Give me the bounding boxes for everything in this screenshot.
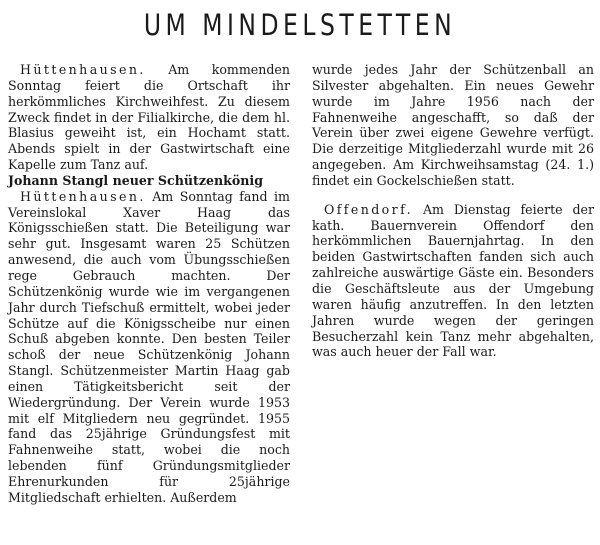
place-name: Offendorf. [324, 201, 414, 217]
article-schuetzenkoenig-continued: wurde jedes Jahr der Schützenball an Silvester abgehalten. Ein neues Gewehr wurde im Jahre 1956 nach der Fahnenweihe angeschafft, so daß der Verein über zwei eigene Gewehre verfügt. Die derzeitige Mitgliederzahl wurde mit 26 angegeben. Am Kirchweihsamstag (24. 1.) findet ein Gockelschießen statt. [312, 62, 594, 188]
article-text: Am Dienstag feierte der kath. Bauernverein Offendorf den herkömmlichen Bauernjahrtag. In den beiden Gastwirtschaften fanden sich auch zahlreiche auswärtige Gäste ein. Besonders die Geschäftsleute aus der Umgebung waren häufig anzutreffen. In den letzten Jahren wurde wegen der geringen Besucherzahl kein Tanz mehr abgehalten, was auch heuer der Fall war. [312, 201, 594, 360]
article-hoechst-kirchweih [8, 62, 290, 173]
place-name: Hüttenhausen. [20, 62, 146, 77]
place-name: Hüttenhausen. [20, 188, 146, 204]
subheading: Johann Stangl neuer Schützenkönig [8, 172, 264, 188]
headline: UM MINDELSTETTEN [143, 8, 457, 42]
article-text: Am Sonntag fand im Vereinslokal Xaver Haag das Königsschießen statt. Die Beteiligung war sehr gut. Insgesamt waren 25 Schützen anwesend, die auch vom Übungsschießen rege Gebrauch machten. Der Schützenkönig wurde wie im vergangenen Jahr durch Tiefschuß ermittelt, wobei jeder Schütze auf die Königsscheibe nur einen Schuß abgeben konnte. Den besten Teiler schoß der neue Schützenkönig Johann Stangl. Schützenmeister Martin Haag gab einen Tätigkeitsbericht seit der Wiedergründung. Der Verein wurde 1953 mit elf Mitgliedern neu gegründet. 1955 fand das 25jährige Gründungsfest mit Fahnenweihe statt, wobei die noch lebenden fünf Gründungsmitglieder Ehrenurkunden für 25jährige Mitgliedschaft erhielten. Außerdem [8, 188, 290, 505]
article-schuetzenkoenig [8, 189, 290, 506]
article-text: Am kommenden Sonntag feiert die Ortschaft ihr herkömmliches Kirchweihfest. Zu diesem Zweck findet in der Filialkirche, die dem hl. Blasius geweiht ist, ein Hochamt statt. Abends spielt in der Gastwirtschaft eine Kapelle zum Tanz auf. [8, 62, 290, 173]
article-offendorf [312, 202, 594, 360]
paragraph-gap [312, 189, 594, 202]
left-column [8, 62, 290, 506]
right-column [312, 62, 594, 360]
